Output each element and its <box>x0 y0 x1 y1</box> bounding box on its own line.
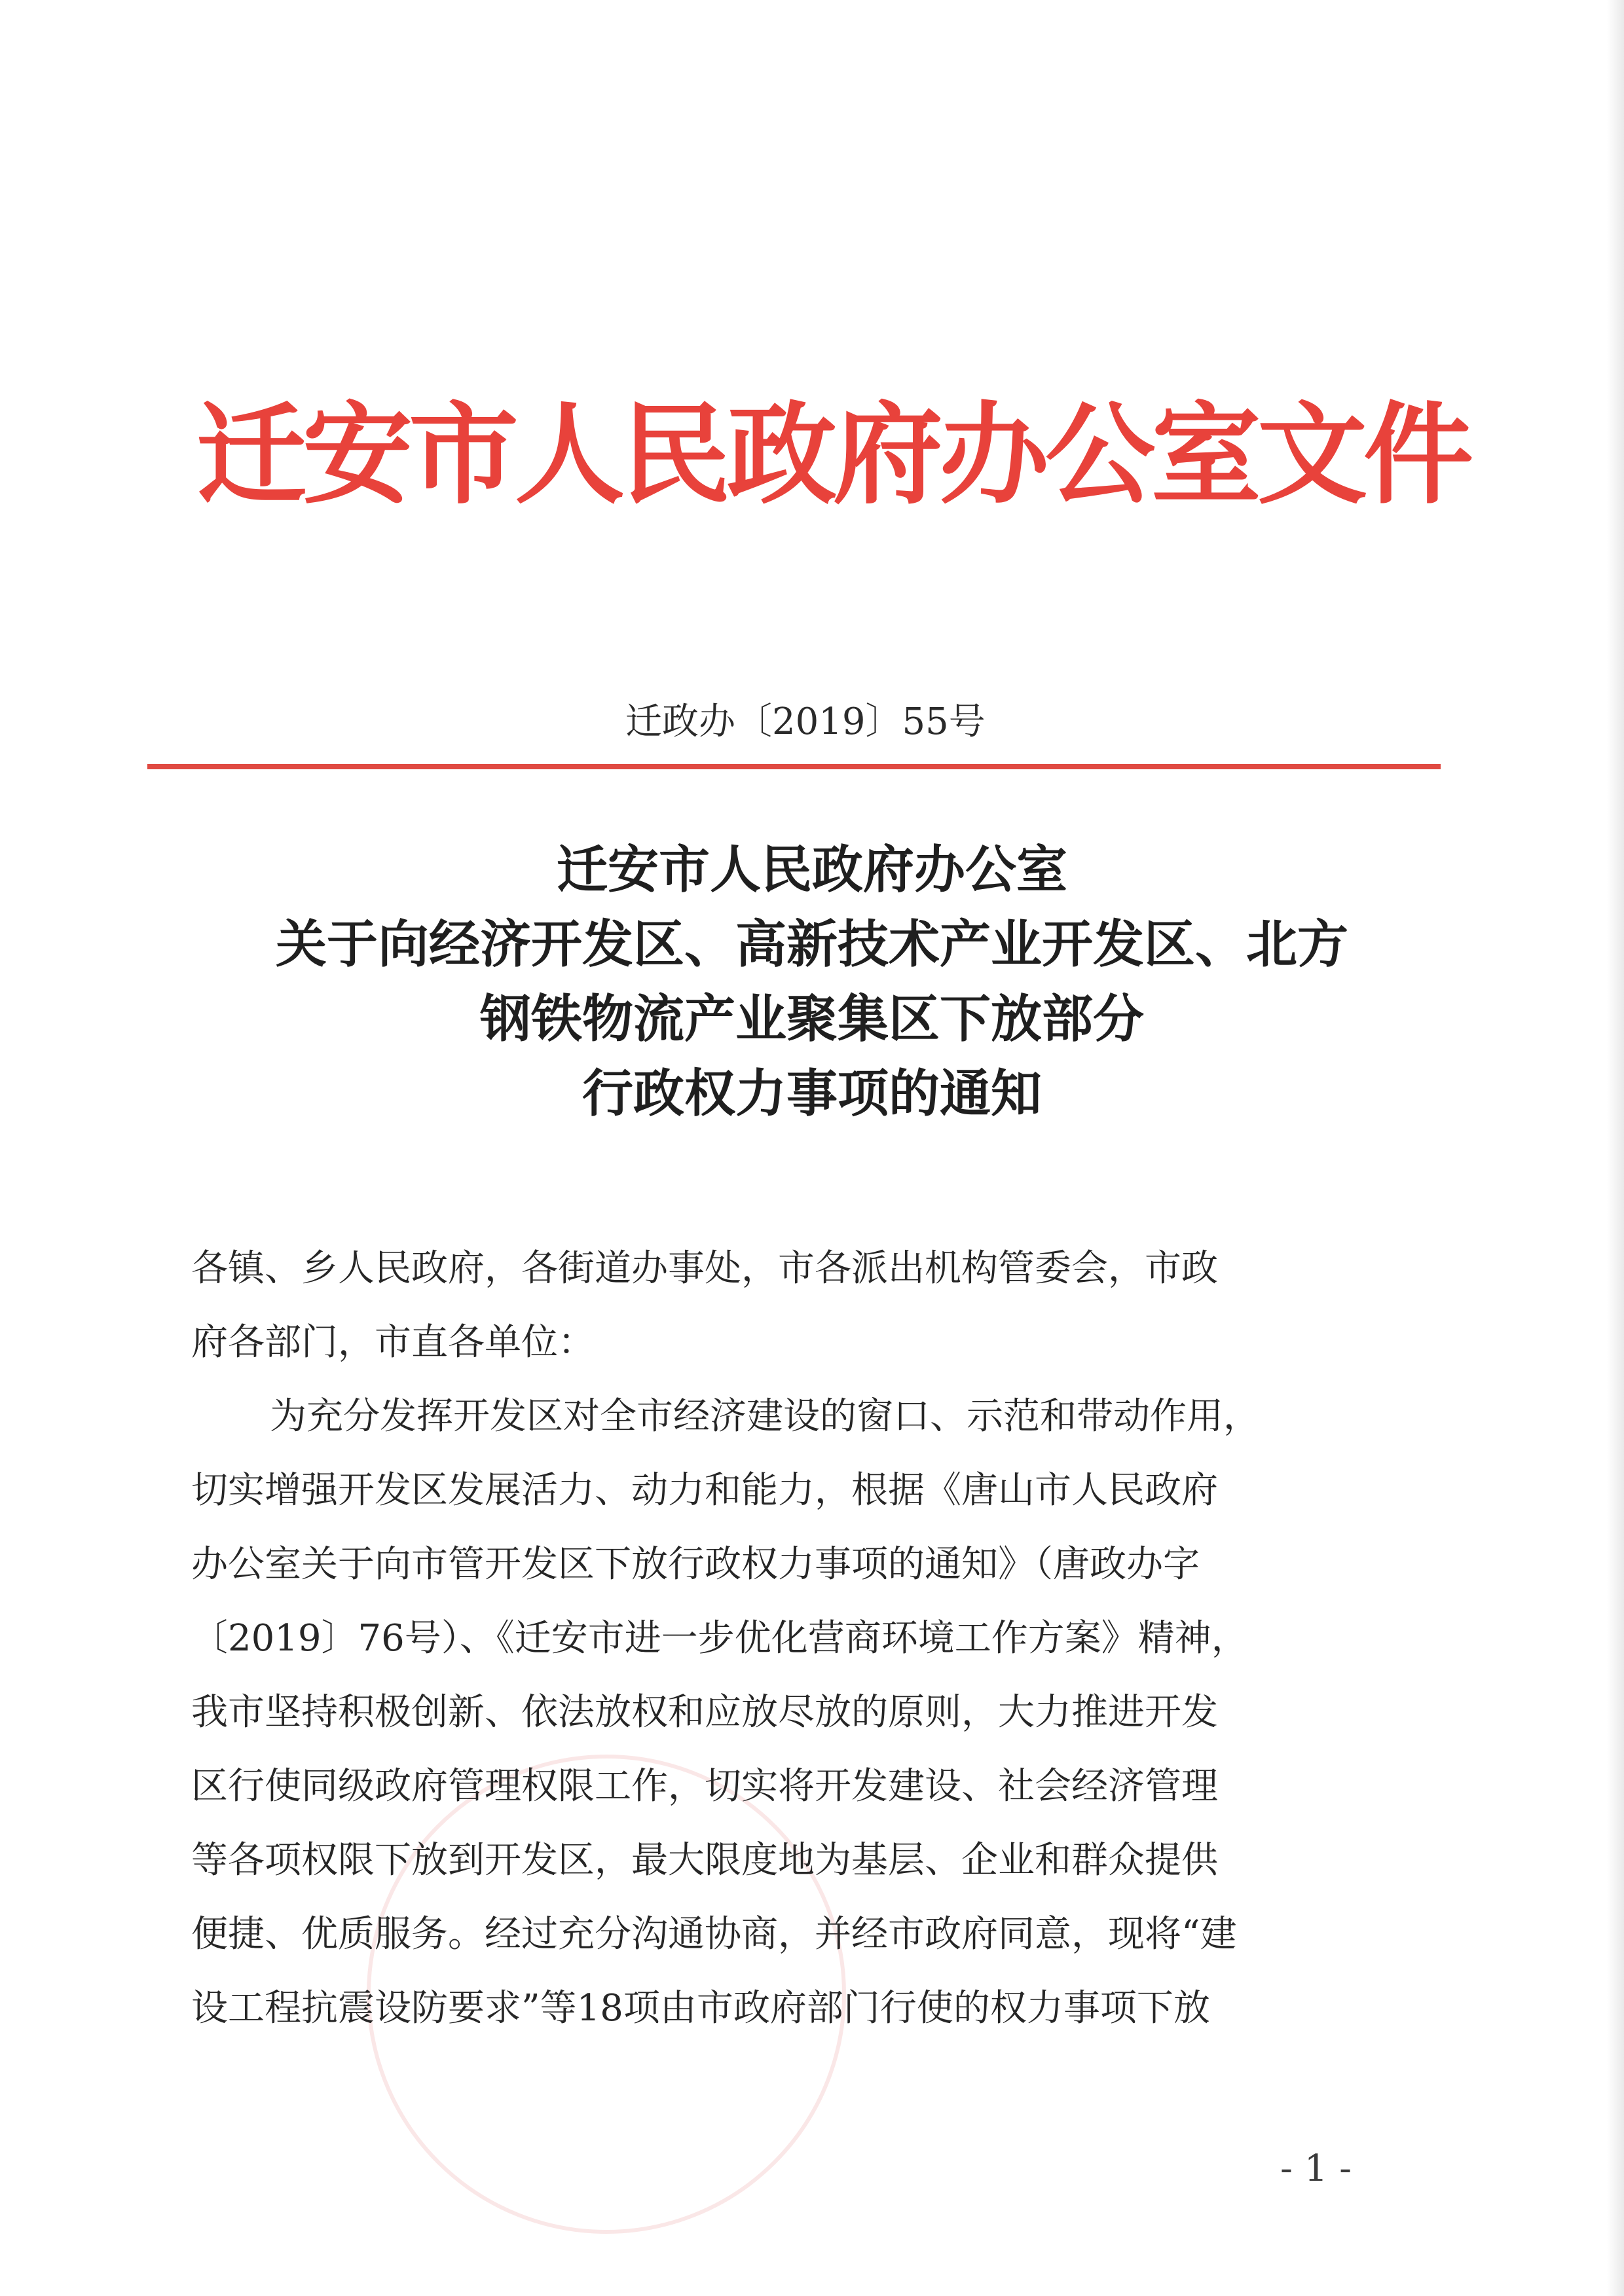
paragraph-line: 为充分发挥开发区对全市经济建设的窗口、示范和带动作用， <box>270 1395 1260 1438</box>
issuing-office-header: 迁安市人民政府办公室文件 <box>196 390 1469 519</box>
addressee-line: 府各部门，市直各单位： <box>191 1321 595 1364</box>
notice-title-line: 钢铁物流产业聚集区下放部分 <box>479 989 1144 1049</box>
notice-title-line: 迁安市人民政府办公室 <box>556 840 1067 900</box>
paragraph-line: 区行使同级政府管理权限工作，切实将开发建设、社会经济管理 <box>191 1765 1218 1808</box>
red-separator-line <box>147 764 1441 769</box>
paper-edge-shadow <box>1607 0 1624 2296</box>
paragraph-line: 切实增强开发区发展活力、动力和能力，根据《唐山市人民政府 <box>191 1469 1218 1512</box>
addressee-line: 各镇、乡人民政府，各街道办事处，市各派出机构管委会，市政 <box>191 1247 1218 1290</box>
document-number: 迁政办〔2019〕55号 <box>625 701 986 743</box>
paragraph-line: 我市坚持积极创新、依法放权和应放尽放的原则，大力推进开发 <box>191 1691 1218 1734</box>
page-number: - 1 - <box>1280 2147 1352 2190</box>
notice-title-line: 行政权力事项的通知 <box>581 1064 1042 1123</box>
notice-title <box>164 840 1460 1143</box>
notice-title-line: 关于向经济开发区、高新技术产业开发区、北方 <box>275 915 1348 974</box>
paragraph-line: 便捷、优质服务。经过充分沟通协商，并经市政府同意，现将“建 <box>191 1913 1237 1956</box>
paragraph-line: 设工程抗震设防要求”等18项由市政府部门行使的权力事项下放 <box>191 1987 1210 2030</box>
paragraph-line: 等各项权限下放到开发区，最大限度地为基层、企业和群众提供 <box>191 1839 1218 1882</box>
paragraph-line: 办公室关于向市管开发区下放行政权力事项的通知》（唐政办字 <box>191 1543 1200 1586</box>
body-text <box>191 1247 1435 2064</box>
paragraph-line: 〔2019〕76号）、《迁安市进一步优化营商环境工作方案》精神， <box>191 1617 1248 1660</box>
